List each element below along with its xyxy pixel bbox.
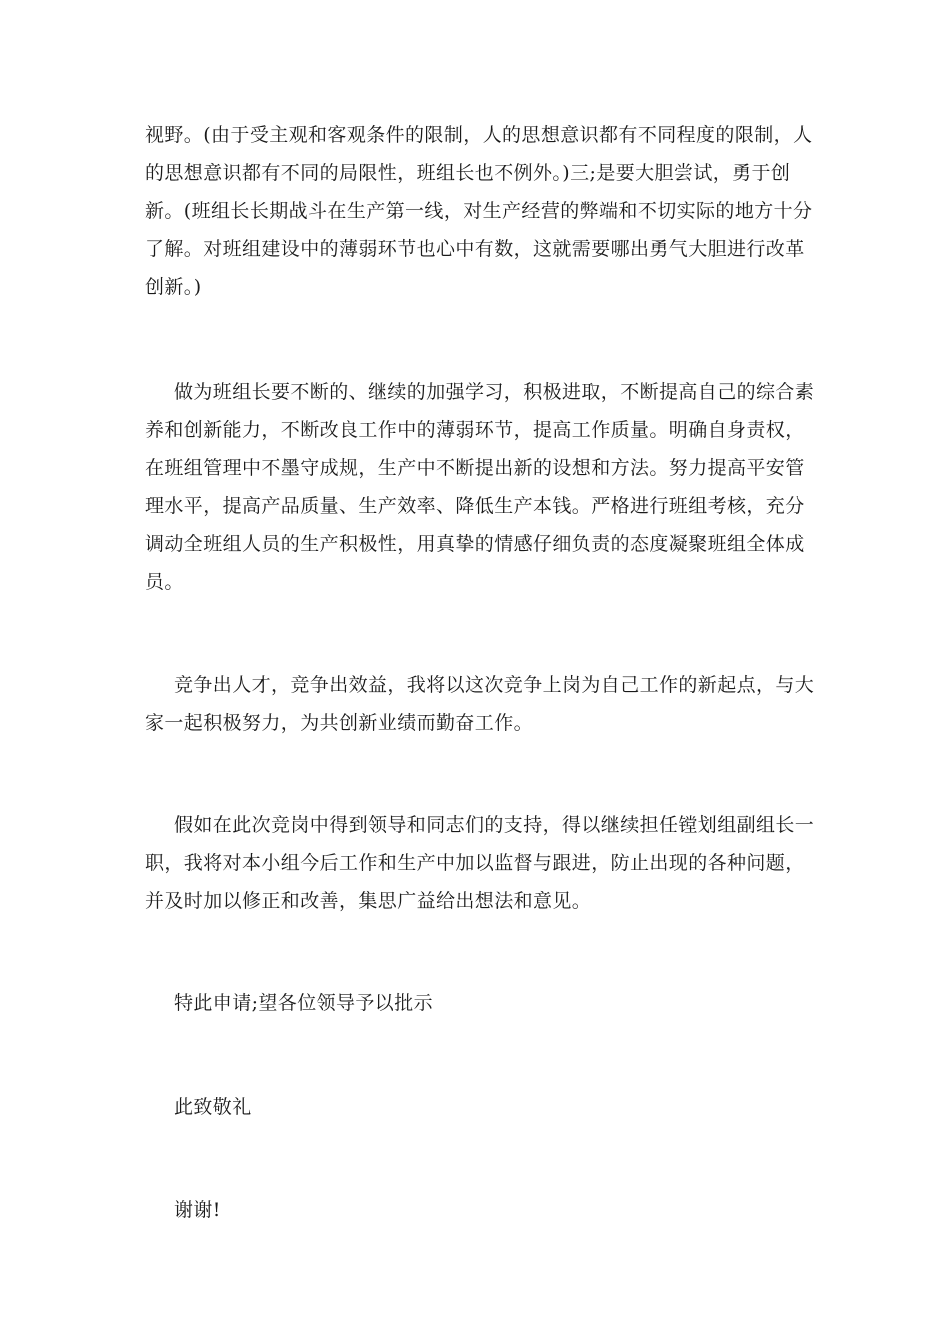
paragraph-line: 特此申请;望各位领导予以批示	[174, 992, 434, 1014]
paragraph-line: 视野。(由于受主观和客观条件的限制，人的思想意识都有不同程度的限制，人	[145, 124, 813, 146]
paragraph-line: 做为班组长要不断的、继续的加强学习，积极进取，不断提高自己的综合素	[174, 381, 815, 403]
paragraph-line: 假如在此次竞岗中得到领导和同志们的支持，得以继续担任镗划组副组长一	[174, 814, 815, 836]
paragraph-line: 并及时加以修正和改善，集思广益给出想法和意见。	[145, 890, 592, 912]
paragraph-line: 的思想意识都有不同的局限性，班组长也不例外。)三;是要大胆尝试，勇于创	[145, 162, 791, 184]
paragraph-line: 谢谢!	[174, 1199, 221, 1221]
paragraph-line: 家一起积极努力，为共创新业绩而勤奋工作。	[145, 712, 534, 734]
paragraph-line: 养和创新能力，不断改良工作中的薄弱环节，提高工作质量。明确自身责权，	[145, 419, 805, 441]
paragraph-line: 新。(班组长长期战斗在生产第一线，对生产经营的弊端和不切实际的地方十分	[145, 200, 813, 222]
paragraph-line: 创新。)	[145, 276, 202, 298]
paragraph-line: 理水平，提高产品质量、生产效率、降低生产本钱。严格进行班组考核，充分	[145, 495, 805, 517]
paragraph-line: 此致敬礼	[174, 1096, 252, 1118]
paragraph-line: 员。	[145, 571, 184, 593]
paragraph-line: 调动全班组人员的生产积极性，用真挚的情感仔细负责的态度凝聚班组全体成	[145, 533, 805, 555]
paragraph-line: 了解。对班组建设中的薄弱环节也心中有数，这就需要哪出勇气大胆进行改革	[145, 238, 805, 260]
paragraph-line: 在班组管理中不墨守成规，生产中不断提出新的设想和方法。努力提高平安管	[145, 457, 805, 479]
paragraph-line: 职，我将对本小组今后工作和生产中加以监督与跟进，防止出现的各种问题，	[145, 852, 805, 874]
paragraph-line: 竞争出人才，竞争出效益，我将以这次竞争上岗为自己工作的新起点，与大	[174, 674, 815, 696]
